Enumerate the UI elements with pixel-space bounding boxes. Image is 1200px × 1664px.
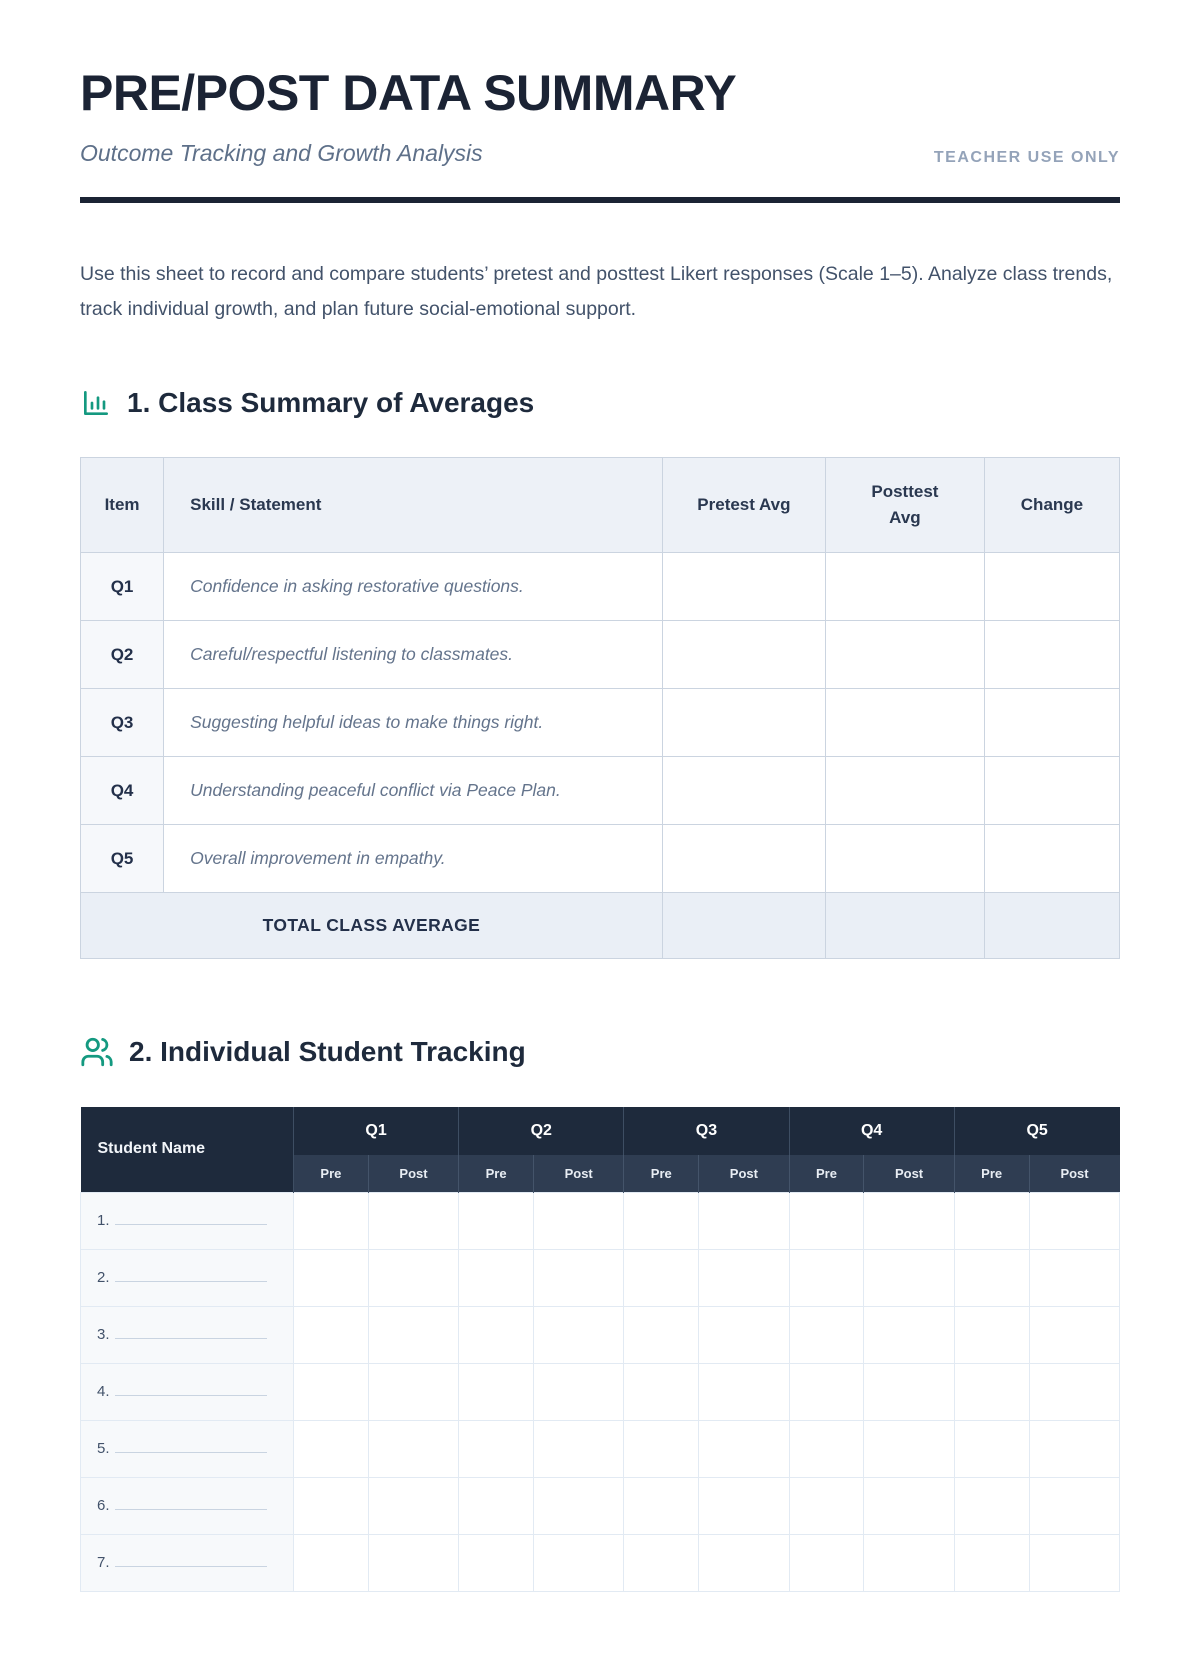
score-cell (459, 1249, 534, 1306)
statement-cell: Careful/respectful listening to classmates. (164, 621, 663, 689)
pretest-avg-cell (662, 825, 825, 893)
score-cell (294, 1192, 369, 1249)
student-number: 2. (97, 1269, 110, 1287)
score-cell (864, 1192, 954, 1249)
score-cell (624, 1192, 699, 1249)
score-cell (864, 1477, 954, 1534)
score-cell (533, 1477, 623, 1534)
score-cell (954, 1363, 1029, 1420)
item-cell: Q2 (81, 621, 164, 689)
q5-group-header: Q5 (954, 1107, 1119, 1155)
score-cell (533, 1363, 623, 1420)
item-cell: Q4 (81, 757, 164, 825)
score-cell (699, 1306, 789, 1363)
score-cell (1029, 1477, 1119, 1534)
item-cell: Q3 (81, 689, 164, 757)
score-cell (368, 1534, 458, 1591)
student-number: 6. (97, 1497, 110, 1515)
bar-chart-icon (80, 387, 112, 419)
score-cell (954, 1306, 1029, 1363)
score-cell (1029, 1192, 1119, 1249)
score-cell (624, 1477, 699, 1534)
score-cell (459, 1363, 534, 1420)
statement-cell: Suggesting helpful ideas to make things right. (164, 689, 663, 757)
student-number: 1. (97, 1212, 110, 1230)
score-cell (533, 1534, 623, 1591)
change-cell (984, 553, 1119, 621)
score-cell (368, 1192, 458, 1249)
score-cell (294, 1420, 369, 1477)
score-cell (864, 1534, 954, 1591)
score-cell (294, 1306, 369, 1363)
student-name-cell (81, 1420, 294, 1477)
posttest-avg-cell (825, 689, 984, 757)
change-cell (984, 757, 1119, 825)
item-cell: Q1 (81, 553, 164, 621)
score-cell (789, 1249, 864, 1306)
statement-cell: Confidence in asking restorative questions. (164, 553, 663, 621)
score-cell (864, 1420, 954, 1477)
score-cell (699, 1534, 789, 1591)
score-cell (533, 1192, 623, 1249)
section-2-heading (80, 1035, 1120, 1069)
student-name-cell (81, 1477, 294, 1534)
users-icon (80, 1035, 114, 1069)
score-cell (789, 1192, 864, 1249)
pretest-avg-cell (662, 553, 825, 621)
post-header: Post (864, 1155, 954, 1192)
score-cell (368, 1363, 458, 1420)
score-cell (789, 1363, 864, 1420)
col-header-pretest-avg: Pretest Avg (662, 458, 825, 553)
name-write-line (115, 1555, 267, 1567)
student-name-cell (81, 1249, 294, 1306)
score-cell (954, 1420, 1029, 1477)
name-write-line (115, 1498, 267, 1510)
table-row (81, 825, 1120, 893)
col-header-item: Item (81, 458, 164, 553)
score-cell (624, 1363, 699, 1420)
total-row (81, 893, 1120, 959)
score-cell (624, 1306, 699, 1363)
total-pretest-cell (662, 893, 825, 959)
student-number: 4. (97, 1383, 110, 1401)
posttest-avg-cell (825, 621, 984, 689)
score-cell (789, 1477, 864, 1534)
post-header: Post (1029, 1155, 1119, 1192)
section-2-heading-label: 2. Individual Student Tracking (129, 1036, 526, 1068)
page-title: PRE/POST DATA SUMMARY (80, 65, 737, 121)
pretest-avg-cell (662, 757, 825, 825)
score-cell (954, 1477, 1029, 1534)
score-cell (294, 1534, 369, 1591)
name-write-line (115, 1327, 267, 1339)
student-name-cell (81, 1192, 294, 1249)
worksheet-page (0, 64, 1200, 1592)
table-row (81, 621, 1120, 689)
student-name-cell (81, 1534, 294, 1591)
score-cell (699, 1192, 789, 1249)
score-cell (459, 1477, 534, 1534)
page-subtitle: Outcome Tracking and Growth Analysis (80, 140, 483, 166)
score-cell (699, 1420, 789, 1477)
pre-header: Pre (954, 1155, 1029, 1192)
col-header-change: Change (984, 458, 1119, 553)
posttest-avg-cell (825, 757, 984, 825)
score-cell (533, 1306, 623, 1363)
score-cell (459, 1192, 534, 1249)
statement-cell: Overall improvement in empathy. (164, 825, 663, 893)
change-cell (984, 825, 1119, 893)
pre-header: Pre (789, 1155, 864, 1192)
section-1-heading (80, 387, 1120, 419)
posttest-avg-cell (825, 825, 984, 893)
student-number: 3. (97, 1326, 110, 1344)
score-cell (533, 1420, 623, 1477)
class-summary-header-row (81, 458, 1120, 553)
pretest-avg-cell (662, 689, 825, 757)
score-cell (1029, 1420, 1119, 1477)
post-header: Post (699, 1155, 789, 1192)
student-row (81, 1249, 1120, 1306)
score-cell (294, 1477, 369, 1534)
student-number: 5. (97, 1440, 110, 1458)
score-cell (789, 1420, 864, 1477)
item-cell: Q5 (81, 825, 164, 893)
score-cell (624, 1534, 699, 1591)
student-name-cell (81, 1363, 294, 1420)
question-group-header-row (81, 1107, 1120, 1155)
score-cell (368, 1249, 458, 1306)
score-cell (1029, 1363, 1119, 1420)
score-cell (699, 1249, 789, 1306)
name-write-line (115, 1441, 267, 1453)
score-cell (699, 1363, 789, 1420)
student-name-cell (81, 1306, 294, 1363)
total-row-label: TOTAL CLASS AVERAGE (81, 893, 663, 959)
change-cell (984, 689, 1119, 757)
score-cell (864, 1249, 954, 1306)
student-tracking-table (80, 1107, 1120, 1592)
teacher-use-badge: TEACHER USE ONLY (933, 149, 1120, 166)
col-header-skill: Skill / Statement (164, 458, 663, 553)
table-row (81, 553, 1120, 621)
score-cell (368, 1477, 458, 1534)
score-cell (459, 1420, 534, 1477)
score-cell (954, 1192, 1029, 1249)
total-change-cell (984, 893, 1119, 959)
score-cell (1029, 1249, 1119, 1306)
student-row (81, 1534, 1120, 1591)
score-cell (624, 1420, 699, 1477)
score-cell (1029, 1534, 1119, 1591)
total-posttest-cell (825, 893, 984, 959)
score-cell (368, 1420, 458, 1477)
score-cell (459, 1534, 534, 1591)
score-cell (294, 1249, 369, 1306)
score-cell (533, 1249, 623, 1306)
subtitle-row (80, 140, 1120, 167)
pre-header: Pre (294, 1155, 369, 1192)
score-cell (699, 1477, 789, 1534)
score-cell (459, 1306, 534, 1363)
score-cell (864, 1306, 954, 1363)
score-cell (294, 1363, 369, 1420)
col-header-posttest-avg: Posttest Avg (825, 458, 984, 553)
q4-group-header: Q4 (789, 1107, 954, 1155)
table-row (81, 757, 1120, 825)
name-write-line (115, 1213, 267, 1225)
student-name-header: Student Name (81, 1107, 294, 1192)
student-row (81, 1192, 1120, 1249)
score-cell (789, 1534, 864, 1591)
score-cell (954, 1249, 1029, 1306)
divider-rule (80, 197, 1120, 203)
student-number: 7. (97, 1554, 110, 1572)
score-cell (1029, 1306, 1119, 1363)
change-cell (984, 621, 1119, 689)
score-cell (624, 1249, 699, 1306)
q1-group-header: Q1 (294, 1107, 459, 1155)
pretest-avg-cell (662, 621, 825, 689)
class-summary-table (80, 457, 1120, 959)
statement-cell: Understanding peaceful conflict via Peace Plan. (164, 757, 663, 825)
score-cell (954, 1534, 1029, 1591)
student-row (81, 1420, 1120, 1477)
student-row (81, 1363, 1120, 1420)
student-row (81, 1477, 1120, 1534)
student-row (81, 1306, 1120, 1363)
score-cell (864, 1363, 954, 1420)
section-1-heading-label: 1. Class Summary of Averages (127, 387, 535, 419)
q3-group-header: Q3 (624, 1107, 789, 1155)
intro-text: Use this sheet to record and compare students’ pretest and posttest Likert responses (Scale 1–5). Analyze class trends, track individual growth, and plan future social-emotional support. (80, 263, 1113, 321)
posttest-avg-cell (825, 553, 984, 621)
pre-header: Pre (624, 1155, 699, 1192)
table-row (81, 689, 1120, 757)
pre-header: Pre (459, 1155, 534, 1192)
post-header: Post (533, 1155, 623, 1192)
score-cell (789, 1306, 864, 1363)
q2-group-header: Q2 (459, 1107, 624, 1155)
name-write-line (115, 1270, 267, 1282)
post-header: Post (368, 1155, 458, 1192)
name-write-line (115, 1384, 267, 1396)
score-cell (368, 1306, 458, 1363)
